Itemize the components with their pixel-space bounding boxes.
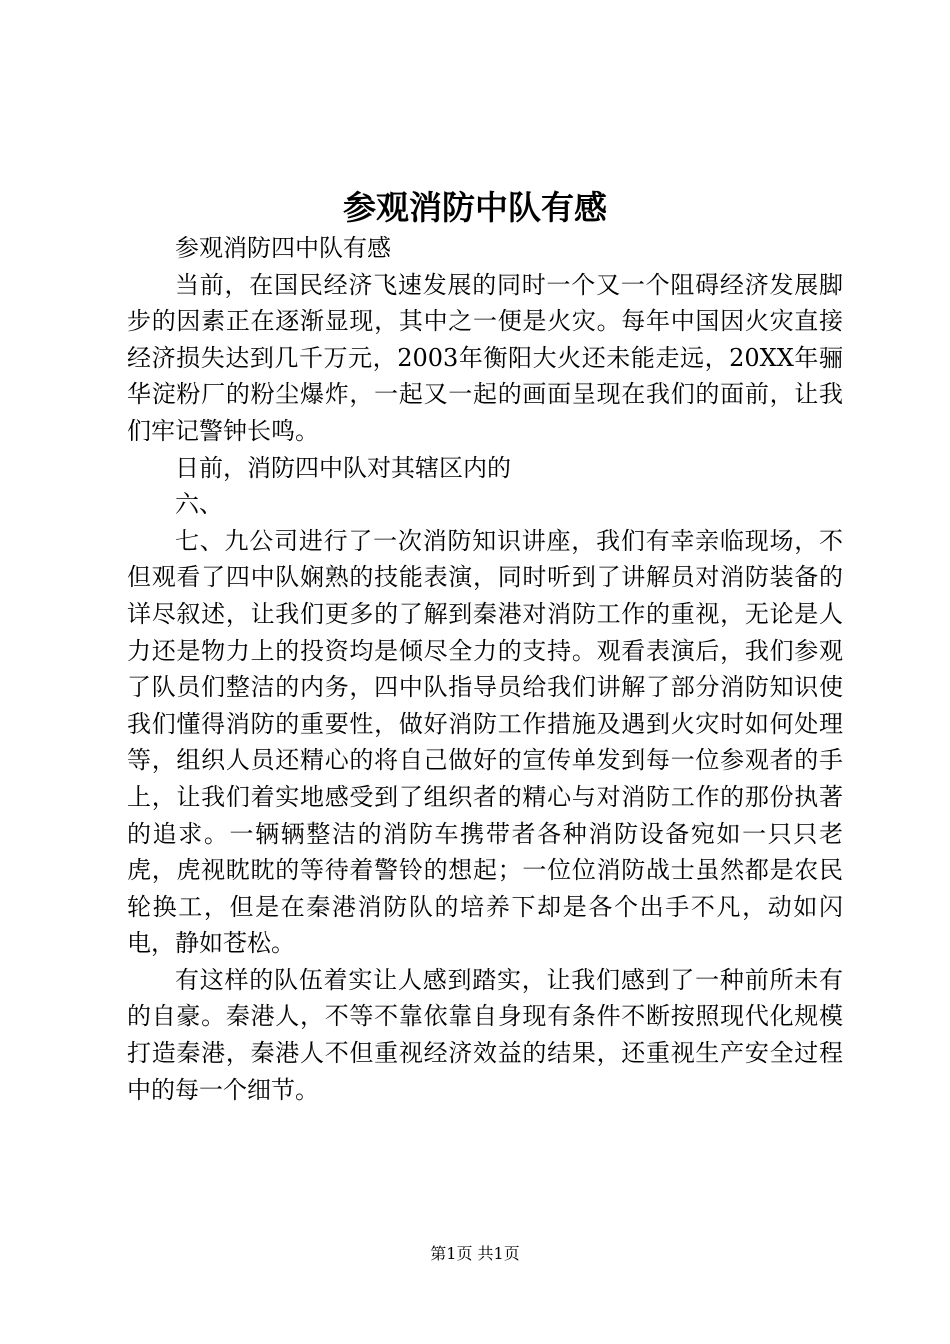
paragraph-intro: 当前，在国民经济飞速发展的同时一个又一个阻碍经济发展脚步的因素正在逐渐显现，其中之一便是火灾。每年中国因火灾直接经济损失达到几千万元，2003年衡阳大火还未能走远，20XX年骊华淀粉厂的粉尘爆炸，一起又一起的画面呈现在我们的面前，让我们牢记警钟长鸣。 (127, 270, 843, 445)
document-title: 参观消防中队有感 (343, 188, 607, 227)
paragraph-conclusion: 有这样的队伍着实让人感到踏实，让我们感到了一种前所未有的自豪。秦港人，不等不靠依靠自身现有条件不断按照现代化规模打造秦港，秦港人不但重视经济效益的结果，还重视生产安全过程中的每一个细节。 (127, 965, 843, 1104)
paragraph-subtitle: 参观消防四中队有感 (175, 234, 391, 262)
paragraph-recent: 日前，消防四中队对其辖区内的 (175, 453, 511, 482)
page-footer: 第1页 共1页 (430, 1244, 520, 1263)
document-body (127, 230, 843, 1108)
paragraph-six: 六、 (175, 490, 223, 519)
paragraph-lecture: 七、九公司进行了一次消防知识讲座，我们有幸亲临现场，不但观看了四中队娴熟的技能表演，同时听到了讲解员对消防装备的详尽叙述，让我们更多的了解到秦港对消防工作的重视，无论是人力还是物力上的投资均是倾尽全力的支持。观看表演后，我们参观了队员们整洁的内务，四中队指导员给我们讲解了部分消防知识使我们懂得消防的重要性，做好消防工作措施及遇到火灾时如何处理等，组织人员还精心的将自己做好的宣传单发到每一位参观者的手上，让我们着实地感受到了组织者的精心与对消防工作的那份执著的追求。一辆辆整洁的消防车携带者各种消防设备宛如一只只老虎，虎视眈眈的等待着警铃的想起；一位位消防战士虽然都是农民轮换工，但是在秦港消防队的培养下却是各个出手不凡，动如闪电，静如苍松。 (127, 526, 843, 958)
